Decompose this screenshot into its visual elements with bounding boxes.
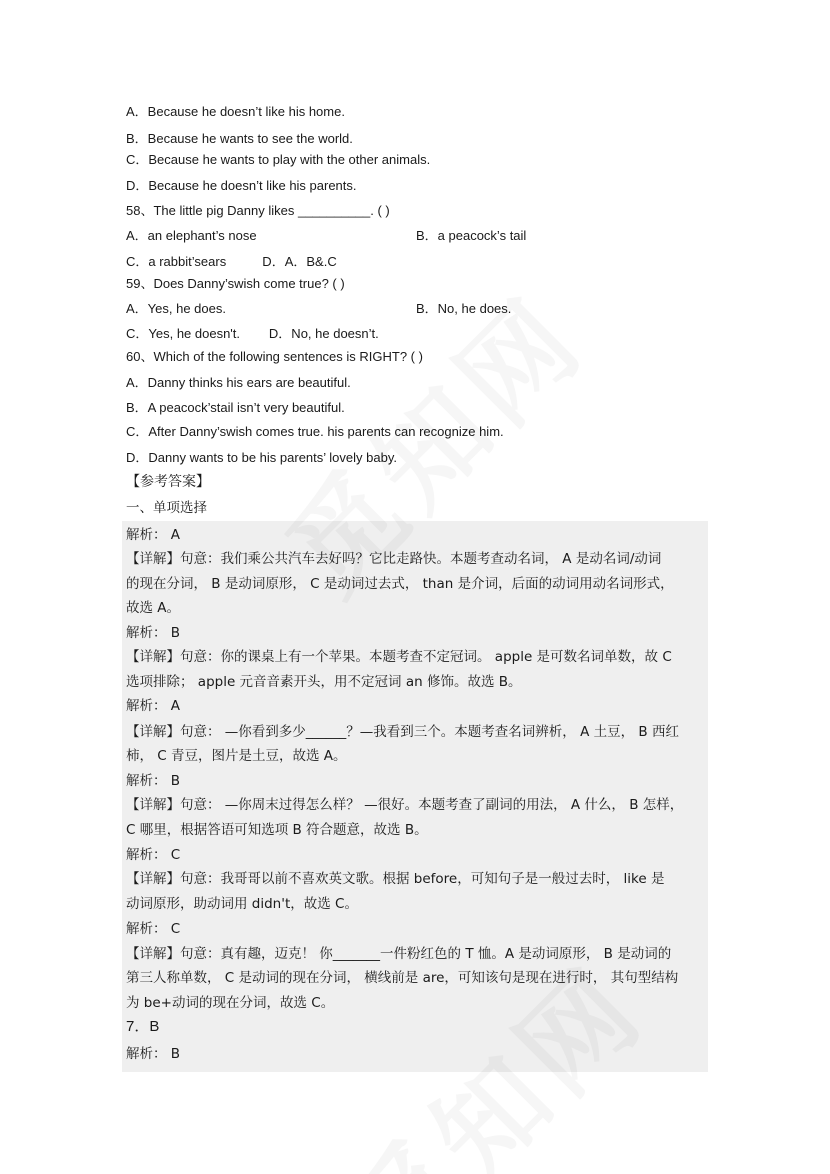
answer-line: 的现在分词， B 是动词原形， C 是动词过去式， than 是介词，后面的动词用动名词形式，: [126, 576, 674, 592]
q60-option-c: C．After Danny’swish comes true. his parents can recognize him.: [126, 424, 504, 439]
q58-option-b: B．a peacock’s tail: [416, 228, 527, 243]
answer-line: 第三人称单数， C 是动词的现在分词， 横线前是 are，可知该句是现在进行时， 其句型结构: [126, 970, 679, 986]
q58-option-a: A．an elephant’s nose: [126, 228, 257, 243]
q58-option-cd: C．a rabbit’sears D．A．B&.C: [126, 254, 337, 269]
answers-section-title: 一、单项选择: [126, 500, 207, 516]
answer-line: 【详解】句意：真有趣，迈克！ 你_______一件粉红色的 T 恤。A 是动词原形， B 是动词的: [126, 946, 672, 962]
q57-option-c: C．Because he wants to play with the other animals.: [126, 152, 431, 167]
answer-item-number: 7．B: [126, 1018, 160, 1035]
answer-line: 【详解】句意： —你周末过得怎么样？ —很好。本题考查了副词的用法， A 什么， B 怎样，: [126, 797, 684, 813]
answer-line: 解析： C: [126, 847, 181, 863]
q60-option-b: B．A peacock’stail isn’t very beautiful.: [126, 400, 345, 415]
answers-heading: 【参考答案】: [126, 474, 210, 490]
answer-line: C 哪里，根据答语可知选项 B 符合题意，故选 B。: [126, 822, 428, 838]
answer-line: 为 be+动词的现在分词，故选 C。: [126, 995, 335, 1011]
q59-option-cd: C．Yes, he doesn't. D．No, he doesn’t.: [126, 326, 379, 341]
answer-line: 解析： B: [126, 625, 181, 641]
answer-line: 【详解】句意：我们乘公共汽车去好吗？它比走路快。本题考查动名词， A 是动名词/动词: [126, 551, 662, 567]
answer-line: 解析： A: [126, 527, 181, 543]
answer-line: 柿， C 青豆，图片是土豆，故选 A。: [126, 748, 347, 764]
answer-line: 【详解】句意：你的课桌上有一个苹果。本题考查不定冠词。 apple 是可数名词单数，故 C: [126, 649, 672, 665]
answer-line: 解析： C: [126, 921, 181, 937]
answer-line: 动词原形，助动词用 didn't，故选 C。: [126, 896, 358, 912]
answer-line: 解析： B: [126, 1046, 181, 1062]
q59-option-a: A．Yes, he does.: [126, 301, 226, 316]
q59-stem: 59、Does Danny’swish come true? ( ): [126, 276, 345, 291]
q57-option-d: D．Because he doesn’t like his parents.: [126, 178, 357, 193]
q58-stem: 58、The little pig Danny likes __________. ( ): [126, 203, 390, 218]
q57-option-b: B．Because he wants to see the world.: [126, 131, 353, 146]
answer-line: 解析： A: [126, 698, 181, 714]
q60-option-d: D．Danny wants to be his parents’ lovely baby.: [126, 450, 397, 465]
q60-stem: 60、Which of the following sentences is RIGHT? ( ): [126, 349, 423, 364]
q58-options-row1: [126, 227, 726, 245]
answer-line: 选项排除； apple 元音音素开头，用不定冠词 an 修饰。故选 B。: [126, 674, 522, 690]
q59-option-b: B．No, he does.: [416, 301, 512, 316]
answer-line: 【详解】句意：我哥哥以前不喜欢英文歌。根据 before，可知句子是一般过去时， like 是: [126, 871, 665, 887]
q59-options-row1: [126, 300, 726, 318]
q60-option-a: A．Danny thinks his ears are beautiful.: [126, 375, 351, 390]
answer-line: 解析： B: [126, 773, 181, 789]
q57-option-a: A．Because he doesn’t like his home.: [126, 104, 345, 119]
answer-line: 【详解】句意： —你看到多少______？—我看到三个。本题考查名词辨析， A 土豆， B 西红: [126, 724, 679, 740]
answer-line: 故选 A。: [126, 600, 181, 616]
